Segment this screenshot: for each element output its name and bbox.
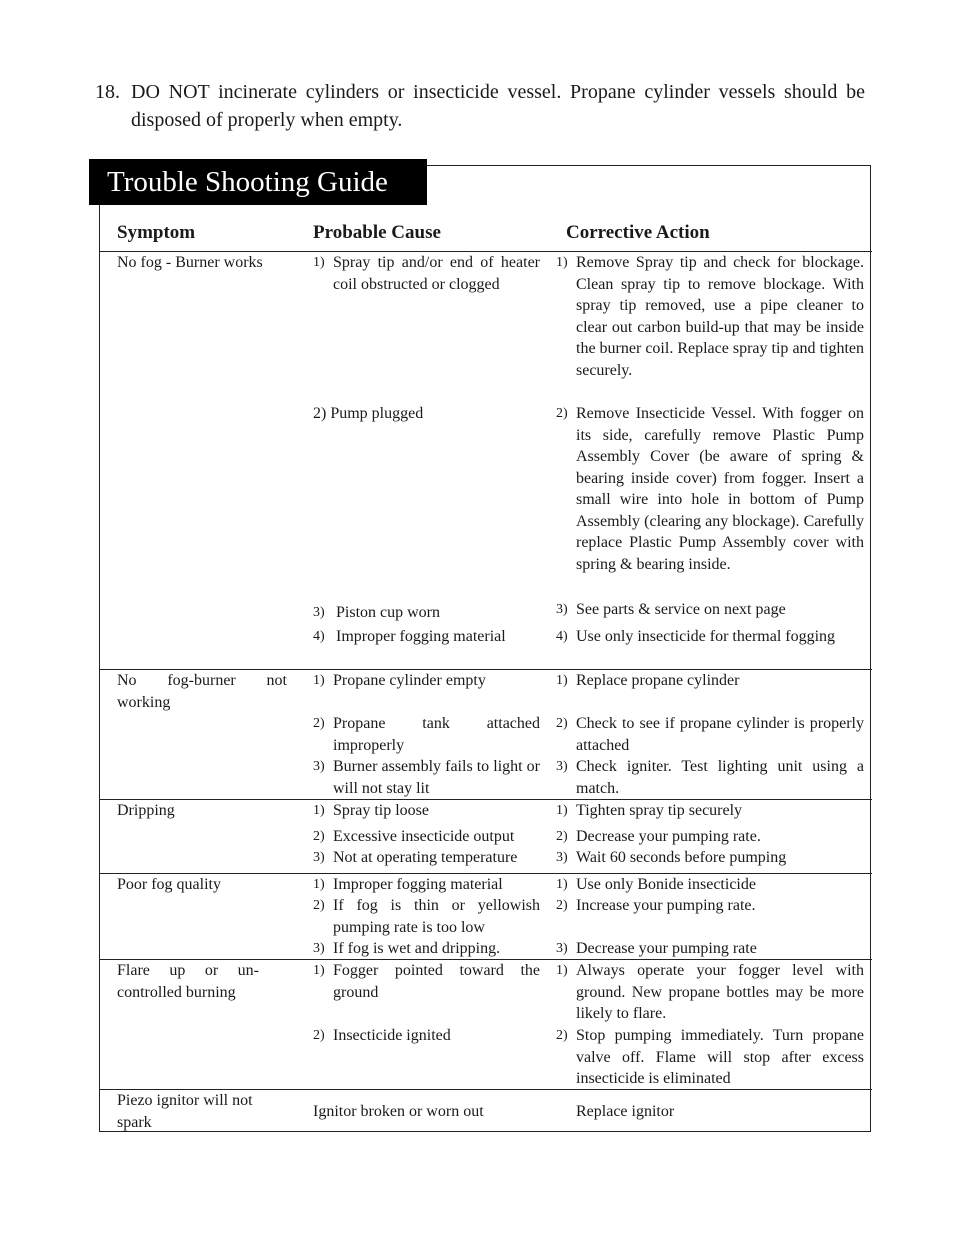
symptom-cell: Poor fog quality [117, 876, 221, 893]
cause-text: Ignitor broken or worn out [313, 1103, 484, 1120]
action-item [556, 874, 864, 896]
action-number: 3) [556, 941, 568, 956]
cause-item [313, 800, 540, 822]
cause-number: 2) [313, 1028, 325, 1043]
action-text: Decrease your pumping rate [576, 940, 757, 957]
guide-title: Trouble Shooting Guide [89, 159, 427, 205]
action-number: 3) [556, 759, 568, 774]
action-text: Check to see if propane cylinder is properly attached [576, 715, 864, 754]
cause-number: 1) [313, 255, 325, 270]
action-number: 4) [556, 629, 568, 644]
action-number: 2) [556, 1028, 568, 1043]
header-symptom: Symptom [117, 222, 196, 243]
action-text: See parts & service on next page [576, 601, 786, 618]
action-item [556, 756, 864, 799]
action-text: Tighten spray tip securely [576, 802, 743, 819]
cause-number: 2) [313, 898, 325, 913]
cause-item [313, 602, 540, 624]
action-text: Check igniter. Test lighting unit using a match. [576, 758, 864, 797]
cause-number: 1) [313, 673, 325, 688]
action-item [556, 626, 864, 648]
cause-number: 2) [313, 716, 325, 731]
cause-number: 3) [313, 850, 325, 865]
action-item [556, 670, 864, 692]
cause-text: Burner assembly fails to light or will not stay lit [333, 758, 540, 797]
cause-item [313, 895, 540, 938]
action-item [556, 800, 864, 822]
cause-item [313, 826, 540, 848]
cause-text: If fog is wet and dripping. [333, 940, 501, 957]
cause-text: Excessive insecticide output [333, 828, 515, 845]
cause-number: 3) [313, 605, 325, 620]
cause-text: Insecticide ignited [333, 1027, 451, 1044]
action-text: Remove Insecticide Vessel. With fogger on its side, carefully remove Plastic Pump Assembly Cover (be aware of spring & bearing inside cover) from fogger. Insert a small wire into hole in bottom of Pump Assembly (clearing any blockage). Carefully replace Plastic Pump Assembly cover with spring & bearing inside. [576, 405, 864, 573]
cause-item [313, 626, 540, 648]
action-number: 2) [556, 716, 568, 731]
action-number: 3) [556, 850, 568, 865]
cause-number: 1) [313, 803, 325, 818]
cause-text: Piston cup worn [336, 604, 440, 621]
cause-text: Propane cylinder empty [333, 672, 486, 689]
cause-item [313, 874, 540, 896]
cause-number: 4) [313, 629, 325, 644]
cause-text: Spray tip loose [333, 802, 429, 819]
action-item [556, 599, 864, 621]
cause-text: Propane tank attached improperly [333, 715, 540, 754]
action-item [556, 938, 864, 960]
action-number: 1) [556, 877, 568, 892]
action-text: Remove Spray tip and check for blockage. Clean spray tip to remove blockage. With spray tip removed, use a pipe cleaner to clear out carbon build-up that may be inside the burner coil. Replace spray tip and tighten securely. [576, 254, 864, 379]
action-text: Use only insecticide for thermal fogging [576, 628, 836, 645]
action-number: 1) [556, 673, 568, 688]
action-item [556, 895, 864, 917]
cause-item [313, 847, 540, 869]
cause-text: Spray tip and/or end of heater coil obstructed or clogged [333, 254, 540, 293]
action-text: Decrease your pumping rate. [576, 828, 761, 845]
action-item [556, 403, 864, 575]
symptom-cell: Flare up or un-controlled burning [117, 962, 259, 1001]
action-text: Always operate your fogger level with ground. New propane bottles may be more likely to flare. [576, 962, 864, 1022]
action-number: 2) [556, 898, 568, 913]
symptom-cell: Piezo ignitor will not spark [117, 1092, 253, 1131]
header-cause: Probable Cause [313, 222, 441, 243]
action-text: Replace ignitor [576, 1103, 675, 1120]
action-number: 1) [556, 255, 568, 270]
action-item [556, 1025, 864, 1090]
intro-paragraph [95, 78, 865, 134]
action-item [556, 826, 864, 848]
action-item [556, 960, 864, 1025]
action-text: Stop pumping immediately. Turn propane valve off. Flame will stop after excess insecticide is eliminated [576, 1027, 864, 1087]
action-number: 1) [556, 803, 568, 818]
cause-item [313, 713, 540, 756]
cause-text: Fogger pointed toward the ground [333, 962, 540, 1001]
intro-number: 18. [95, 81, 120, 103]
cause-number: 1) [313, 963, 325, 978]
cause-text: Not at operating temperature [333, 849, 518, 866]
action-item [556, 847, 864, 869]
cause-text: Improper fogging material [333, 876, 503, 893]
action-text: Wait 60 seconds before pumping [576, 849, 787, 866]
action-number: 2) [556, 829, 568, 844]
cause-number: 3) [313, 759, 325, 774]
action-text: Increase your pumping rate. [576, 897, 756, 914]
symptom-cell: No fog-burner not working [117, 672, 287, 711]
action-number: 1) [556, 963, 568, 978]
action-number: 2) [556, 406, 568, 421]
intro-text: DO NOT incinerate cylinders or insecticide vessel. Propane cylinder vessels should be disposed of properly when empty. [131, 81, 865, 131]
cause-item [313, 960, 540, 1003]
cause-item [313, 938, 540, 960]
cause-number: 1) [313, 877, 325, 892]
action-text: Replace propane cylinder [576, 672, 740, 689]
cause-number: 2) [313, 829, 325, 844]
symptom-cell: Dripping [117, 802, 175, 819]
cause-text: 2) Pump plugged [313, 405, 424, 422]
cause-item [313, 1025, 540, 1047]
action-item [556, 713, 864, 756]
action-number: 3) [556, 602, 568, 617]
cause-text: Improper fogging material [336, 628, 506, 645]
cause-text: If fog is thin or yellowish pumping rate is too low [333, 897, 540, 936]
cause-item [313, 403, 540, 425]
header-action: Corrective Action [566, 222, 710, 243]
cause-item [313, 756, 540, 799]
action-item [556, 252, 864, 381]
cause-item [313, 670, 540, 692]
symptom-cell: No fog - Burner works [117, 254, 263, 271]
cause-number: 3) [313, 941, 325, 956]
action-text: Use only Bonide insecticide [576, 876, 756, 893]
cause-item [313, 252, 540, 295]
